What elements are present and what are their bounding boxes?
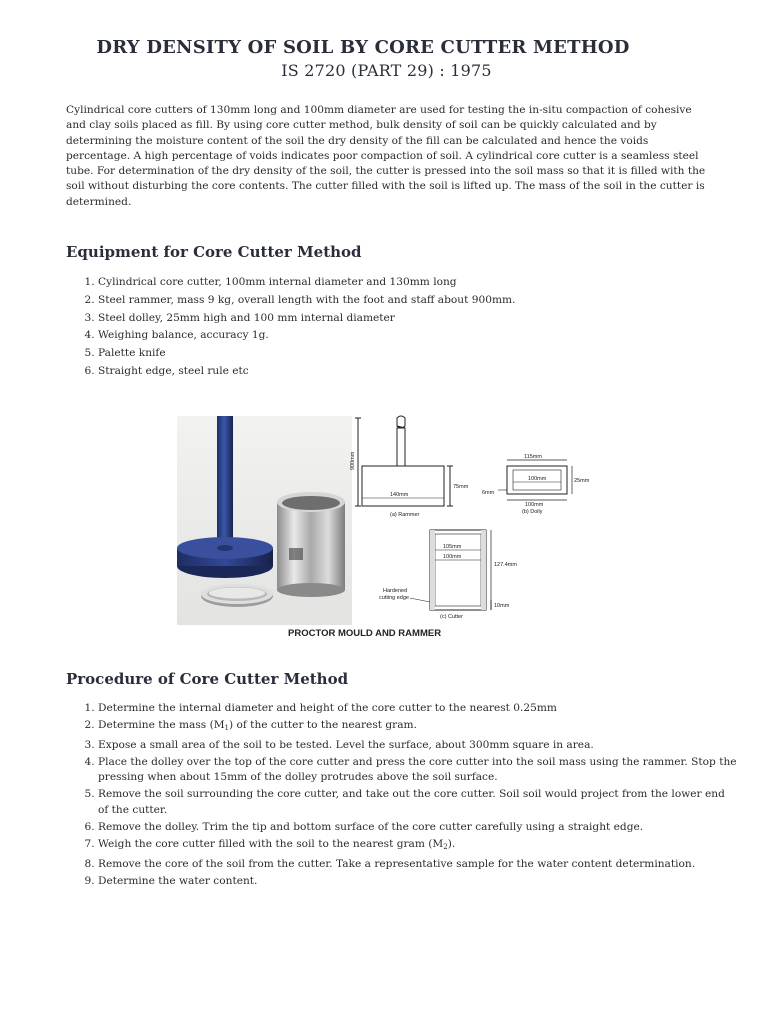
dolly-height-label: 25mm [574, 478, 590, 484]
mass-subscript: 2 [443, 842, 448, 851]
document-title: DRY DENSITY OF SOIL BY CORE CUTTER METHOD [96, 37, 630, 58]
rammer-caption: (a) Rammer [390, 512, 420, 518]
rammer-height-label: 900mm [350, 451, 356, 470]
dolly-inner-label: 100mm [528, 476, 547, 482]
rammer-width-label: 140mm [390, 492, 409, 498]
equipment-photo [177, 416, 352, 625]
equipment-drawing [350, 412, 596, 620]
procedure-step: 6. Remove the dolley. Trim the tip and bottom surface of the core cutter carefully using a straight edge. [98, 820, 738, 836]
step-text: Determine the mass (M [98, 718, 225, 731]
procedure-step: 9. Determine the water content. [98, 874, 738, 890]
procedure-list [66, 701, 738, 890]
cutter-outer-label: 105mm [443, 544, 462, 550]
equipment-list [66, 274, 738, 381]
dolly-top-label: 115mm [524, 454, 542, 460]
cutter-edge-label: 10mm [494, 603, 510, 609]
cutter-caption: (c) Cutter [440, 614, 463, 620]
equipment-photo-illustration [177, 416, 352, 625]
procedure-heading: Procedure of Core Cutter Method [66, 670, 349, 688]
equipment-item: 4. Weighing balance, accuracy 1g. [98, 327, 738, 345]
step-text: ) of the cutter to the nearest gram. [229, 718, 417, 731]
procedure-step [98, 837, 738, 856]
document-title-block [0, 37, 768, 80]
equipment-drawing-svg [350, 412, 596, 620]
cutter-inner-label: 100mm [443, 554, 462, 560]
procedure-step: 3. Expose a small area of the soil to be tested. Level the surface, about 300mm square in area. [98, 738, 738, 754]
cutter-height-label: 127.4mm [494, 562, 517, 568]
standard-reference: IS 2720 (PART 29) : 1975 [281, 61, 492, 80]
intro-paragraph: Cylindrical core cutters of 130mm long and 100mm diameter are used for testing the in-situ compaction of cohesive and clay soils placed as fill. By using core cutter method, bulk density of soil can be quickly calculated and by determining the moisture content of the soil the dry density of the fill can be calculated and hence the voids percentage. A high percentage of voids indicates poor compaction of soil. A cylindrical core cutter is a seamless steel tube. For determination of the dry density of the soil, the cutter is pressed into the soil mass so that it is filled with the soil without disturbing the core contents. The cutter filled with the soil is lifted up. The mass of the soil in the cutter is determined. [66, 104, 706, 208]
equipment-item: 5. Palette knife [98, 345, 738, 363]
equipment-item: 2. Steel rammer, mass 9 kg, overall length with the foot and staff about 900mm. [98, 292, 738, 310]
equipment-item: 6. Straight edge, steel rule etc [98, 363, 738, 381]
cutter-note-line2: cutting edge [379, 595, 409, 601]
step-text: Weigh the core cutter filled with the soil to the nearest gram (M [98, 837, 444, 850]
step-text: ). [447, 837, 456, 850]
equipment-item: 3. Steel dolley, 25mm high and 100 mm internal diameter [98, 310, 738, 328]
dolly-caption: (b) Dolly [522, 509, 543, 515]
procedure-step [98, 718, 738, 737]
equipment-item: 1. Cylindrical core cutter, 100mm internal diameter and 130mm long [98, 274, 738, 292]
dolly-lip-label: 6mm [482, 490, 495, 496]
mass-subscript: 1 [224, 723, 230, 732]
figure-caption: PROCTOR MOULD AND RAMMER [288, 628, 442, 639]
cutter-note-line1: Hardened [383, 588, 408, 594]
procedure-step: 4. Place the dolley over the top of the core cutter and press the core cutter into the soil mass using the rammer. Stop the pressing when about 15mm of the dolley protrudes above the soil surface. [98, 755, 738, 786]
equipment-heading: Equipment for Core Cutter Method [66, 243, 362, 261]
procedure-step: 1. Determine the internal diameter and height of the core cutter to the nearest 0.25mm [98, 701, 738, 717]
procedure-step: 8. Remove the core of the soil from the cutter. Take a representative sample for the water content determination. [98, 857, 738, 873]
procedure-step: 5. Remove the soil surrounding the core cutter, and take out the core cutter. Soil soil would project from the lower end of the cutter. [98, 787, 738, 818]
rammer-foot-label: 75mm [453, 484, 469, 490]
dolly-bottom-label: 100mm [525, 502, 544, 508]
